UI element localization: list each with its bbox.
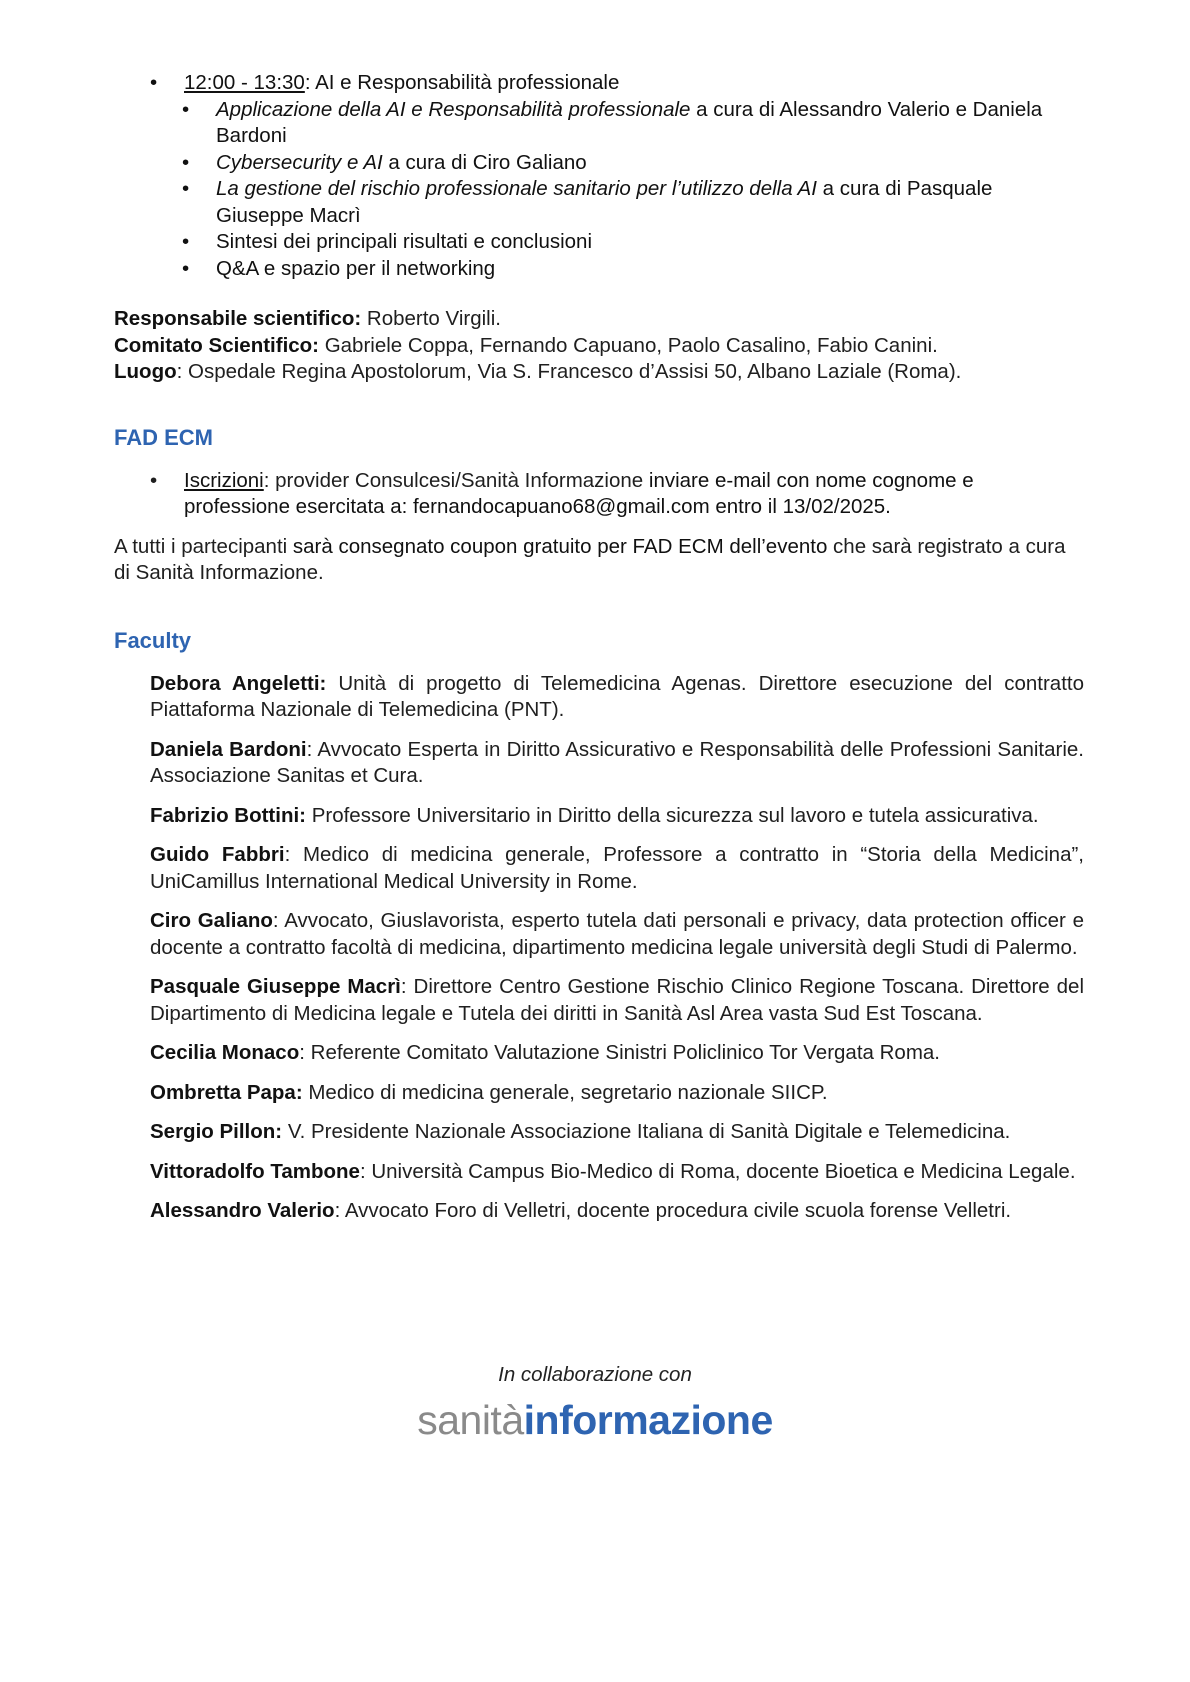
agenda-item: [216, 150, 1084, 177]
document-page: [114, 70, 1084, 1238]
faculty-list: [114, 671, 1084, 1225]
agenda-time: 12:00 - 13:30: [184, 71, 305, 94]
faculty-name: Cecilia Monaco: [150, 1041, 300, 1064]
faculty-member: [150, 842, 1084, 895]
agenda-item-text: Q&A e spazio per il networking: [216, 256, 496, 280]
faculty-member: [150, 1040, 1084, 1067]
faculty-name: Sergio Pillon:: [150, 1120, 283, 1143]
luogo-value: : Ospedale Regina Apostolorum, Via S. Francesco d’Assisi 50, Albano Laziale (Roma).: [176, 360, 962, 383]
agenda-item: [216, 176, 1084, 229]
faculty-name: Daniela Bardoni: [150, 737, 307, 761]
agenda-item: [216, 256, 1084, 283]
iscrizioni-instructions: inviare e-mail con nome cognome e professione esercitata a: fernandocapuano68@gmail.com entro il 13/02/2025.: [184, 468, 974, 518]
faculty-desc: Professore Universitario in Diritto della sicurezza sul lavoro e tutela assicurativa.: [306, 803, 1039, 827]
faculty-name: Vittoradolfo Tambone: [150, 1159, 360, 1183]
faculty-member: [150, 974, 1084, 1027]
faculty-member: [150, 737, 1084, 790]
iscrizioni-item: [184, 468, 1084, 521]
agenda-item-speakers: a cura di Ciro Galiano: [382, 150, 587, 174]
faculty-desc: : Referente Comitato Valutazione Sinistri Policlinico Tor Vergata Roma.: [299, 1041, 940, 1064]
faculty-desc: V. Presidente Nazionale Associazione Italiana di Sanità Digitale e Telemedicina.: [282, 1120, 1011, 1143]
luogo-label: Luogo: [114, 360, 177, 383]
agenda-item-topic: La gestione del rischio professionale sanitario per l’utilizzo della AI: [216, 177, 817, 200]
faculty-member: [150, 908, 1084, 961]
faculty-name: Alessandro Valerio: [150, 1199, 335, 1222]
faculty-member: [150, 803, 1084, 830]
iscrizioni-provider: : provider Consulcesi/Sanità Informazione: [263, 468, 649, 492]
faculty-desc: Unità di progetto di Telemedicina Agenas. Direttore esecuzione del contratto Piattaforma Nazionale di Telemedicina (PNT).: [150, 671, 1084, 721]
responsabile-line: [114, 306, 1084, 333]
iscrizioni-label: Iscrizioni: [184, 468, 264, 492]
agenda-item-speakers: a cura di Pasquale Giuseppe Macrì: [216, 177, 993, 227]
agenda-item: [216, 97, 1084, 150]
faculty-member: [150, 1119, 1084, 1146]
luogo-line: [114, 359, 1084, 386]
faculty-desc: : Avvocato Foro di Velletri, docente procedura civile scuola forense Velletri.: [334, 1199, 1012, 1222]
logo-bold-text: informazione: [523, 1397, 773, 1443]
responsabile-value: Roberto Virgili.: [361, 307, 501, 330]
agenda-item-speakers: a cura di Alessandro Valerio e Daniela Bardoni: [216, 97, 1043, 147]
comitato-label: Comitato Scientifico:: [114, 333, 320, 357]
agenda-item: [216, 229, 1084, 256]
agenda-item-topic: Cybersecurity e AI: [216, 150, 383, 174]
fad-note-emphasis: sarà consegnato coupon gratuito per FAD ECM dell’evento: [292, 534, 828, 558]
collab-text: In collaborazione con: [498, 1363, 692, 1386]
footer: [0, 1362, 1190, 1442]
agenda-session: [184, 70, 1084, 282]
event-meta: [114, 306, 1084, 386]
agenda-item-text: Sintesi dei principali risultati e conclusioni: [216, 230, 593, 253]
agenda-item-topic: Applicazione della AI e Responsabilità professionale: [216, 97, 691, 121]
faculty-member: [150, 1080, 1084, 1107]
faculty-name: Fabrizio Bottini:: [150, 803, 307, 827]
comitato-value: Gabriele Coppa, Fernando Capuano, Paolo Casalino, Fabio Canini.: [319, 333, 938, 357]
logo-light-text: sanità: [417, 1397, 524, 1443]
fad-note-start: A tutti i partecipanti: [114, 534, 293, 558]
agenda-sublist: [184, 97, 1084, 283]
fad-note: [114, 534, 1084, 587]
faculty-name: Pasquale Giuseppe Macrì: [150, 975, 401, 998]
faculty-name: Debora Angeletti:: [150, 671, 327, 695]
faculty-name: Ciro Galiano: [150, 909, 273, 932]
faculty-member: [150, 1159, 1084, 1186]
agenda-list: [114, 70, 1084, 282]
faculty-desc: : Medico di medicina generale, Professore a contratto in “Storia della Medicina”, UniCamillus International Medical University in Rome.: [150, 843, 1085, 893]
faculty-desc: : Avvocato Esperta in Diritto Assicurativo e Responsabilità delle Professioni Sanitarie. Associazione Sanitas et Cura.: [150, 737, 1085, 787]
faculty-heading: Faculty: [114, 627, 192, 653]
comitato-line: [114, 333, 1084, 360]
faculty-member: [150, 1198, 1084, 1225]
fad-ecm-heading: FAD ECM: [114, 424, 213, 450]
agenda-title: : AI e Responsabilità professionale: [304, 71, 620, 94]
faculty-name: Ombretta Papa:: [150, 1080, 303, 1104]
faculty-name: Guido Fabbri: [150, 843, 285, 866]
fad-list: [114, 468, 1084, 521]
faculty-desc: : Università Campus Bio-Medico di Roma, docente Bioetica e Medicina Legale.: [359, 1159, 1076, 1183]
faculty-member: [150, 671, 1084, 724]
sanita-informazione-logo: [0, 1398, 1190, 1442]
faculty-desc: : Avvocato, Giuslavorista, esperto tutela dati personali e privacy, data protection officer e docente a contratto facoltà di medicina, dipartimento medicina legale università degli Studi di Palermo.: [150, 909, 1084, 959]
faculty-desc: : Direttore Centro Gestione Rischio Clinico Regione Toscana. Direttore del Dipartimento di Medicina legale e Tutela dei diritti in Sanità Asl Area vasta Sud Est Toscana.: [150, 975, 1084, 1025]
faculty-desc: Medico di medicina generale, segretario nazionale SIICP.: [302, 1080, 828, 1104]
responsabile-label: Responsabile scientifico:: [114, 307, 362, 330]
fad-note-end: che sarà registrato a cura di Sanità Informazione.: [114, 534, 1066, 584]
